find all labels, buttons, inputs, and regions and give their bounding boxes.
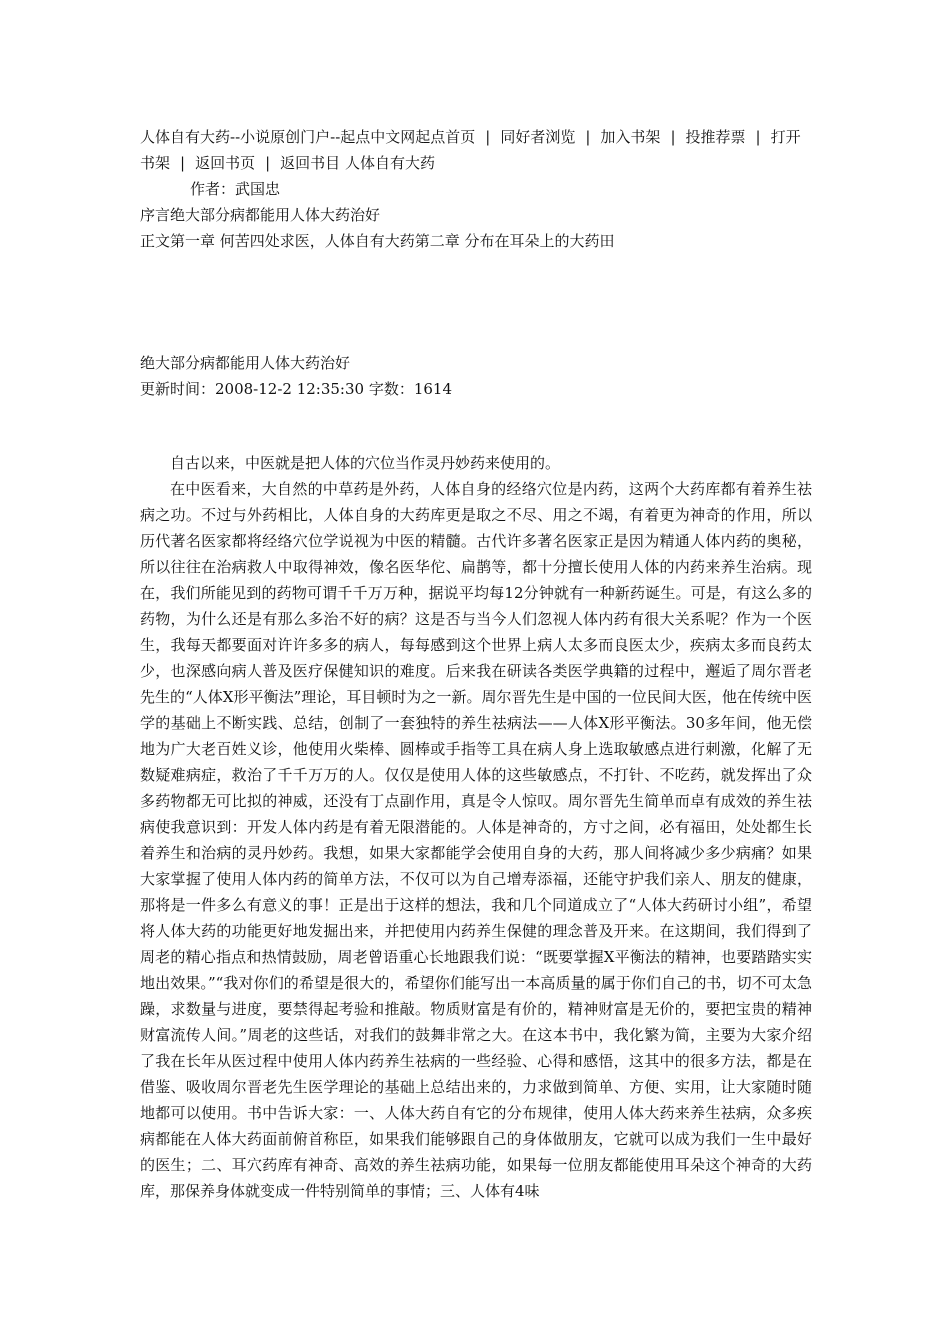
site-header	[140, 124, 812, 176]
site-home-link[interactable]: 人体自有大药--小说原创门户--起点中文网起点首页	[140, 128, 476, 146]
separator: |	[485, 128, 491, 146]
return-book-page-link[interactable]: 返回书页	[195, 154, 256, 172]
preface-link[interactable]: 序言绝大部分病都能用人体大药治好	[140, 206, 381, 224]
browse-link[interactable]: 同好者浏览	[500, 128, 576, 146]
open-bookshelf-link[interactable]: 打开书架	[140, 128, 801, 172]
update-meta: 更新时间：2008-12-2 12:35:30 字数：1614	[140, 380, 453, 398]
chapter-title: 绝大部分病都能用人体大药治好	[140, 354, 351, 372]
recommend-vote-link[interactable]: 投推荐票	[685, 128, 746, 146]
chapter-body	[140, 450, 812, 1204]
separator: |	[670, 128, 676, 146]
paragraph: 自古以来，中医就是把人体的穴位当作灵丹妙药来使用的。	[170, 454, 561, 472]
paragraph: 在中医看来，大自然的中草药是外药，人体自身的经络穴位是内药，这两个大药库都有着养生祛病之功。不过与外药相比，人体自身的大药库更是取之不尽、用之不竭，有着更为神奇的作用，所以历代著名医家都将经络穴位学说视为中医的精髓。古代许多著名医家正是因为精通人体内药的奥秘，所以往往在治病救人中取得神效，像名医华佗、扁鹊等，都十分擅长使用人体的内药来养生治病。现在，我们所能见到的药物可谓千千万万种，据说平均每12分钟就有一种新药诞生。可是，有这么多的药物，为什么还是有那么多治不好的病？这是否与当今人们忽视人体内药有很大关系呢？作为一个医生，我每天都要面对许许多多的病人，每每感到这个世界上病人太多而良医太少，疾病太多而良药太少，也深感向病人普及医疗保健知识的难度。后来我在研读各类医学典籍的过程中，邂逅了周尔晋老先生的“人体X形平衡法”理论，耳目顿时为之一新。周尔晋先生是中国的一位民间大医，他在传统中医学的基础上不断实践、总结，创制了一套独特的养生祛病法——人体X形平衡法。30多年间，他无偿地为广大老百姓义诊，他使用火柴棒、圆棒或手指等工具在病人身上选取敏感点进行刺激，化解了无数疑难病症，救治了千千万万的人。仅仅是使用人体的这些敏感点，不打针、不吃药，就发挥出了众多药物都无可比拟的神威，还没有丁点副作用，真是令人惊叹。周尔晋先生简单而卓有成效的养生祛病使我意识到：开发人体内药是有着无限潜能的。人体是神奇的，方寸之间，必有福田，处处都生长着养生和治病的灵丹妙药。我想，如果大家都能学会使用自身的大药，那人间将减少多少病痛？如果大家掌握了使用人体内药的简单方法，不仅可以为自己增寿添福，还能守护我们亲人、朋友的健康，那将是一件多么有意义的事！正是出于这样的想法，我和几个同道成立了“人体大药研讨小组”，希望将人体大药的功能更好地发掘出来，并把使用内药养生保健的理念普及开来。在这期间，我们得到了周老的精心指点和热情鼓励，周老曾语重心长地跟我们说：“既要掌握X平衡法的精神，也要踏踏实实地出效果。”“我对你们的希望是很大的，希望你们能写出一本高质量的属于你们自己的书，切不可太急躁，求数量与进度，要禁得起考验和推敲。物质财富是有价的，精神财富是无价的，要把宝贵的精神财富流传人间。”周老的这些话，对我们的鼓舞非常之大。在这本书中，我化繁为简，主要为大家介绍了我在长年从医过程中使用人体内药养生祛病的一些经验、心得和感悟，这其中的很多方法，都是在借鉴、吸收周尔晋老先生医学理论的基础上总结出来的，力求做到简单、方便、实用，让大家随时随地都可以使用。书中告诉大家：一、人体大药自有它的分布规律，使用人体大药来养生祛病，众多疾病都能在人体大药面前俯首称臣，如果我们能够跟自己的身体做朋友，它就可以成为我们一生中最好的医生；二、耳穴药库有神奇、高效的养生祛病功能，如果每一位朋友都能使用耳朵这个神奇的大药库，那保养身体就变成一件特别简单的事情；三、人体有4味	[140, 480, 812, 1200]
return-catalog-link[interactable]: 返回书目	[280, 154, 341, 172]
author-line: 作者：武国忠	[190, 180, 281, 198]
book-title: 人体自有大药	[344, 154, 435, 172]
toc-chapter-links[interactable]: 正文第一章 何苦四处求医，人体自有大药第二章 分布在耳朵上的大药田	[140, 232, 615, 250]
separator: |	[585, 128, 591, 146]
separator: |	[180, 154, 186, 172]
separator: |	[265, 154, 271, 172]
add-bookshelf-link[interactable]: 加入书架	[600, 128, 661, 146]
separator: |	[755, 128, 761, 146]
